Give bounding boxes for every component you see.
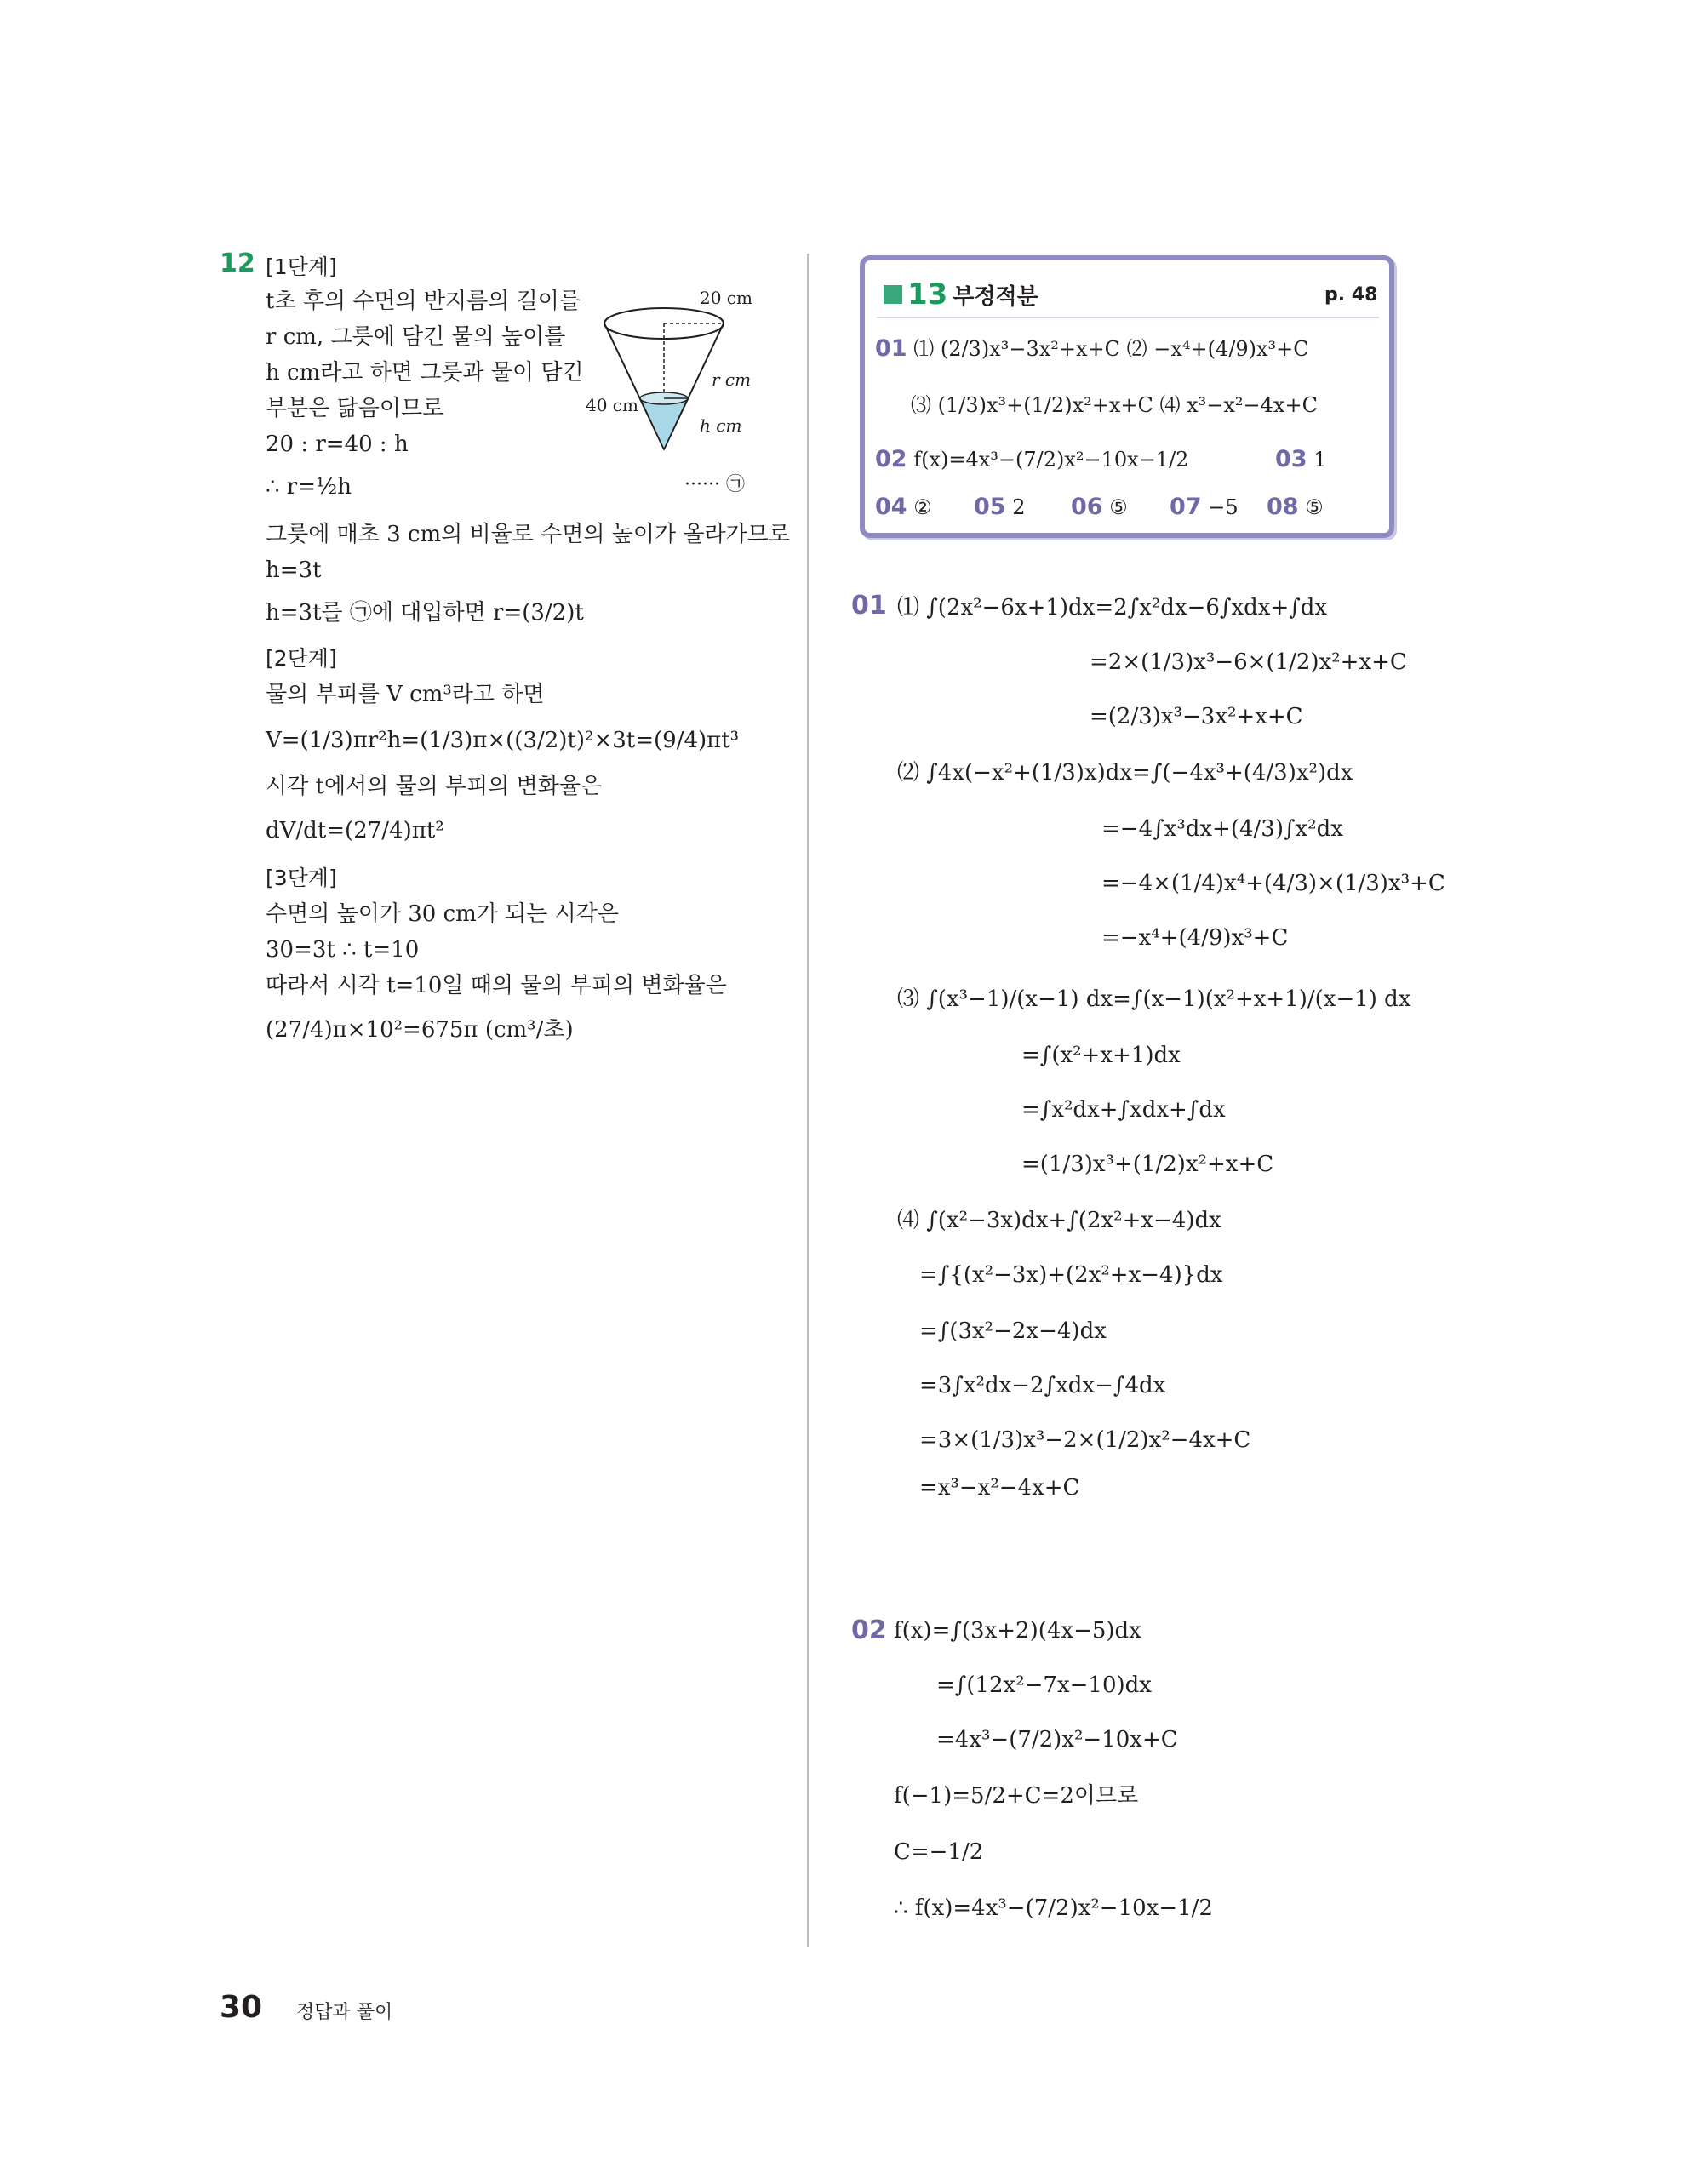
solution-line: ∴ r=½h — [266, 474, 352, 500]
answer-row — [1170, 492, 1239, 523]
answer-number: 01 — [851, 591, 887, 620]
solution-line: 부분은 닮음이므로 — [266, 396, 444, 421]
solution-line: 시각 t에서의 물의 부피의 변화율은 — [266, 774, 603, 799]
solution-line: =∫(12x²−7x−10)dx — [936, 1672, 1152, 1698]
label-h-cm: h cm — [700, 415, 742, 436]
solution-line: f(−1)=5/2+C=2이므로 — [894, 1783, 1139, 1809]
footer-label: 정답과 풀이 — [296, 2002, 393, 2023]
problem-number: 12 — [220, 249, 255, 278]
solution-line: f(x)=∫(3x+2)(4x−5)dx — [894, 1618, 1141, 1644]
answer-key-text: ⑤ — [1298, 495, 1324, 519]
solution-line: (27/4)π×10²=675π (cm³/초) — [266, 1017, 574, 1043]
answer-row — [875, 492, 932, 523]
answer-key-text: f(x)=4x³−(7/2)x²−10x−1/2 — [907, 448, 1189, 472]
label-40cm: 40 cm — [586, 395, 638, 415]
section-number: 13 — [907, 277, 948, 312]
solution-line: h=3t — [266, 557, 322, 583]
page-reference: p. 48 — [1324, 284, 1378, 306]
answer-key-number: 04 — [875, 494, 907, 520]
solution-line: =(1/3)x³+(1/2)x²+x+C — [1021, 1152, 1274, 1177]
solution-line: V=(1/3)πr²h=(1/3)π×((3/2)t)²×3t=(9/4)πt³ — [266, 728, 740, 753]
solution-line: =x³−x²−4x+C — [919, 1475, 1080, 1501]
answer-row — [1275, 444, 1326, 475]
solution-line: h=3t를 ㉠에 대입하면 r=(3/2)t — [266, 600, 584, 626]
answer-key-number: 01 — [875, 335, 907, 362]
solution-line: 20 : r=40 : h — [266, 432, 409, 457]
column-divider — [807, 254, 809, 1947]
solution-line: =4x³−(7/2)x²−10x+C — [936, 1727, 1178, 1752]
solution-line: [2단계] — [266, 646, 337, 671]
solution-line: [3단계] — [266, 866, 337, 890]
solution-line: =−x⁴+(4/9)x³+C — [1101, 925, 1289, 951]
label-20cm: 20 cm — [700, 288, 752, 308]
solution-line: ∴ f(x)=4x³−(7/2)x²−10x−1/2 — [894, 1895, 1213, 1921]
solution-line: =−4∫x³dx+(4/3)∫x²dx — [1101, 816, 1343, 842]
section-name: 부정적분 — [953, 283, 1038, 310]
solution-line: ⑷ ∫(x²−3x)dx+∫(2x²+x−4)dx — [897, 1208, 1221, 1233]
section-title — [884, 277, 1038, 312]
answer-key-text: ⑶ (1/3)x³+(1/2)x²+x+C ⑷ x³−x²−4x+C — [911, 393, 1318, 417]
solution-line: =3×(1/3)x³−2×(1/2)x²−4x+C — [919, 1427, 1251, 1453]
solution-line: dV/dt=(27/4)πt² — [266, 818, 444, 843]
solution-line: 30=3t ∴ t=10 — [266, 937, 420, 963]
answer-row — [1071, 492, 1128, 523]
answer-key-number: 02 — [875, 446, 907, 472]
solution-line: =−4×(1/4)x⁴+(4/3)×(1/3)x³+C — [1101, 871, 1445, 896]
answer-number: 02 — [851, 1615, 887, 1645]
page-number: 30 — [220, 1990, 263, 2025]
solution-line: 따라서 시각 t=10일 때의 물의 부피의 변화율은 — [266, 973, 727, 998]
answer-key-text: −5 — [1201, 495, 1239, 519]
answer-key-number: 05 — [974, 494, 1006, 520]
solution-line: =2×(1/3)x³−6×(1/2)x²+x+C — [1090, 649, 1407, 675]
solution-line: ⑶ ∫(x³−1)/(x−1) dx=∫(x−1)(x²+x+1)/(x−1) dx — [897, 986, 1411, 1012]
box-rule — [877, 317, 1379, 318]
answer-row — [1267, 492, 1324, 523]
solution-line: =∫{(x²−3x)+(2x²+x−4)}dx — [919, 1262, 1223, 1288]
solution-line: C=−1/2 — [894, 1839, 984, 1865]
solution-line: r cm, 그릇에 담긴 물의 높이를 — [266, 324, 566, 350]
solution-line: ⑵ ∫4x(−x²+(1/3)x)dx=∫(−4x³+(4/3)x²)dx — [897, 760, 1353, 786]
solution-line: 수면의 높이가 30 cm가 되는 시각은 — [266, 901, 620, 927]
answer-key-text: 1 — [1307, 448, 1327, 472]
solution-line: =∫(3x²−2x−4)dx — [919, 1318, 1107, 1344]
solution-line: [1단계] — [266, 254, 337, 279]
answer-row — [875, 444, 1188, 475]
solution-line: h cm라고 하면 그릇과 물이 담긴 — [266, 360, 584, 386]
answer-key-text: ⑤ — [1102, 495, 1128, 519]
label-r-cm: r cm — [712, 369, 752, 390]
solution-line: =3∫x²dx−2∫xdx−∫4dx — [919, 1373, 1166, 1398]
solution-line: ⑴ ∫(2x²−6x+1)dx=2∫x²dx−6∫xdx+∫dx — [897, 595, 1328, 620]
equation-marker: ······ ㉠ — [684, 474, 745, 495]
answer-row — [911, 390, 1318, 420]
section-square-icon — [884, 285, 902, 304]
solution-line: =∫(x²+x+1)dx — [1021, 1043, 1181, 1068]
answer-key-text: 2 — [1005, 495, 1026, 519]
solution-line: 물의 부피를 V cm³라고 하면 — [266, 682, 545, 707]
answer-key-number: 08 — [1267, 494, 1299, 520]
solution-line: t초 후의 수면의 반지름의 길이를 — [266, 289, 581, 314]
answer-key-number: 06 — [1071, 494, 1103, 520]
solution-line: =∫x²dx+∫xdx+∫dx — [1021, 1097, 1226, 1123]
solution-line: 그릇에 매초 3 cm의 비율로 수면의 높이가 올라가므로 — [266, 522, 790, 547]
answer-row — [974, 492, 1025, 523]
answer-key-number: 03 — [1275, 446, 1307, 472]
solution-line: =(2/3)x³−3x²+x+C — [1090, 704, 1303, 729]
answer-key-number: 07 — [1170, 494, 1202, 520]
water-region — [640, 398, 688, 449]
answer-key-text: ⑴ (2/3)x³−3x²+x+C ⑵ −x⁴+(4/9)x³+C — [907, 337, 1309, 361]
answer-key-text: ② — [907, 495, 932, 519]
answer-row — [875, 334, 1309, 364]
